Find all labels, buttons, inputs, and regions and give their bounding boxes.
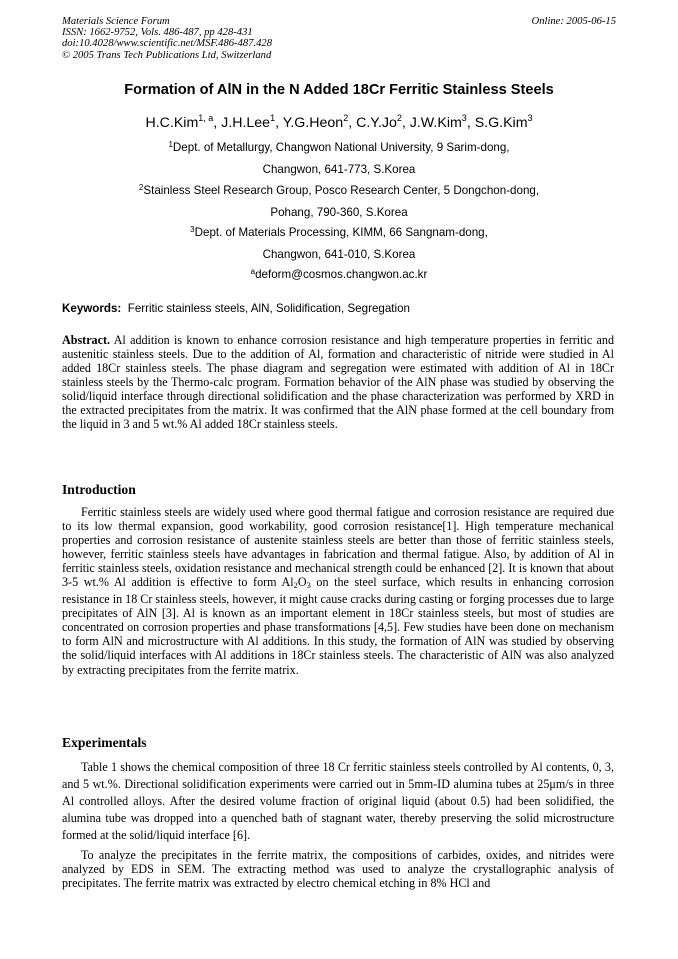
author-separator: , (401, 115, 410, 131)
section-heading-experimentals: Experimentals (62, 735, 147, 750)
affiliation-line: Dept. of Metallurgy, Changwon National University, 9 Sarim-dong, (172, 141, 510, 154)
author-separator: , (275, 115, 283, 131)
author-separator: , (348, 115, 357, 131)
journal-issn: ISSN: 1662-9752, Vols. 486-487, pp 428-431 (62, 27, 253, 39)
author-affiliation-mark: 3 (461, 113, 467, 123)
paper-title: Formation of AlN in the N Added 18Cr Ferritic Stainless Steels (124, 82, 554, 98)
affiliation-mark: 3 (190, 225, 195, 234)
author-affiliation-mark: 2 (396, 113, 402, 123)
journal-name: Materials Science Forum (62, 16, 170, 27)
affiliation-1 (0, 138, 678, 177)
keywords-text: Ferritic stainless steels, AlN, Solidification, Segregation (127, 302, 410, 315)
introduction-paragraph (62, 505, 614, 677)
affiliation-line: Stainless Steel Research Group, Posco Research Center, 5 Dongchon-dong, (143, 184, 540, 197)
affiliation-line: Dept. of Materials Processing, KIMM, 66 Sangnam-dong, (194, 226, 488, 239)
journal-header (62, 16, 272, 61)
abstract (62, 333, 614, 431)
author-affiliation-mark: 1, a (198, 113, 214, 123)
affiliation-line: Changwon, 641-773, S.Korea (262, 163, 416, 176)
intro-text: O (297, 575, 307, 590)
author-name: J.H.Lee (221, 115, 271, 131)
journal-doi: doi:10.4028/www.scientific.net/MSF.486-487.428 (62, 38, 272, 50)
keywords-label: Keywords: (62, 302, 122, 315)
email-address: deform@cosmos.changwon.ac.kr (255, 268, 428, 281)
author-name: Y.G.Heon (282, 115, 344, 131)
author-name: J.W.Kim (409, 115, 462, 131)
online-date: Online: 2005-06-15 (531, 16, 616, 27)
author-name: C.Y.Jo (356, 115, 397, 131)
author-separator: , (466, 115, 475, 131)
journal-copyright: © 2005 Trans Tech Publications Ltd, Switzerland (62, 49, 272, 61)
author-separator: , (213, 115, 222, 131)
author-affiliation-mark: 3 (527, 113, 533, 123)
affiliation-mark: 1 (168, 140, 173, 149)
subscript: 3 (306, 580, 311, 591)
experimentals-paragraph-1: Table 1 shows the chemical composition of three 18 Cr ferritic stainless steels controlled by Al contents, 0, 3, and 5 wt.%. Directional solidification experiments were carried out in 5mm-ID alumina tubes at 25μm/s in three Al controlled alloys. After the desired volume fraction of original liquid (about 0.5) had been solidified, the alumina tube was dropped into a quenched bath of stagnant water, thereby preserving the solid microstructure formed at the solid/liquid interface [6]. (62, 760, 614, 843)
affiliation-mark: 2 (138, 183, 144, 192)
author-name: S.G.Kim (474, 115, 528, 131)
intro-text: on the steel surface, which results in enhancing corrosion resistance in 18 Cr stainless steels, however, it might cause cracks during casting or forging processes due to large precipitates of AlN [3]. Al is known as an important element in 18Cr stainless steels, but most of studies are concentrated on corrosion properties and phase transformations [4,5]. Few studies have been done on mechanism to form AlN and microstructure with Al additions. In this study, the formation of AlN was studied by observing the solid/liquid interfaces with Al additions in 18Cr stainless steels. The characteristic of AlN was also analyzed by extracting precipitates from the ferrite matrix. (62, 575, 614, 677)
keywords (62, 302, 410, 315)
author-affiliation-mark: 1 (270, 113, 276, 123)
affiliation-2 (0, 181, 678, 220)
abstract-text: Al addition is known to enhance corrosion resistance and high temperature properties in ferritic and austenitic stainless steels. Due to the addition of Al, formation and characteristic of nitride were studied in Al added 18Cr stainless steels. The phase diagram and segregation were estimated with addition of Al in 18Cr stainless steels by the Thermo-calc program. Formation behavior of the AlN phase was studied by observing the solid/liquid interface through directional solidification and the phase characterization was performed by XRD in the extracted precipitates from the matrix. It was confirmed that the AlN phase formed at the cell boundary from the liquid in 3 and 5 wt.% Al added 18Cr stainless steels. (62, 333, 614, 432)
section-heading-introduction: Introduction (62, 482, 136, 497)
affiliation-line: Changwon, 641-010, S.Korea (262, 248, 416, 261)
experimentals-paragraph-2: To analyze the precipitates in the ferrite matrix, the compositions of carbides, oxides, and nitrides were analyzed by EDS in SEM. The extracting method was used to analyze the crystallographic analysis of precipitates. The ferrite matrix was extracted by electro chemical etching in 8% HCl and (62, 848, 614, 891)
author-affiliation-mark: 2 (343, 113, 349, 123)
affiliation-line: Pohang, 790-360, S.Korea (270, 206, 408, 219)
abstract-label: Abstract. (62, 333, 111, 347)
author-list (0, 113, 678, 131)
email-mark: a (250, 267, 256, 276)
author-name: H.C.Kim (145, 115, 199, 131)
corresponding-email (0, 265, 678, 282)
intro-text: Ferritic stainless steels are widely used where good thermal fatigue and corrosion resistance are required due to its low thermal expansion, good workability, good corrosion resistance[1]. High temperature mechanical properties and corrosion resistance of austenite stainless steels are better than those of ferritic stainless steels, however, ferritic stainless steels have advantages in fabrication and thermal fatigue. Also, by addition of Al in ferritic stainless steels, oxidation resistance and mechanical strength could be enhanced [2]. It is known that about 3-5 wt.% Al addition is effective to form Al (62, 505, 614, 590)
affiliation-3 (0, 223, 678, 262)
subscript: 2 (293, 580, 298, 591)
